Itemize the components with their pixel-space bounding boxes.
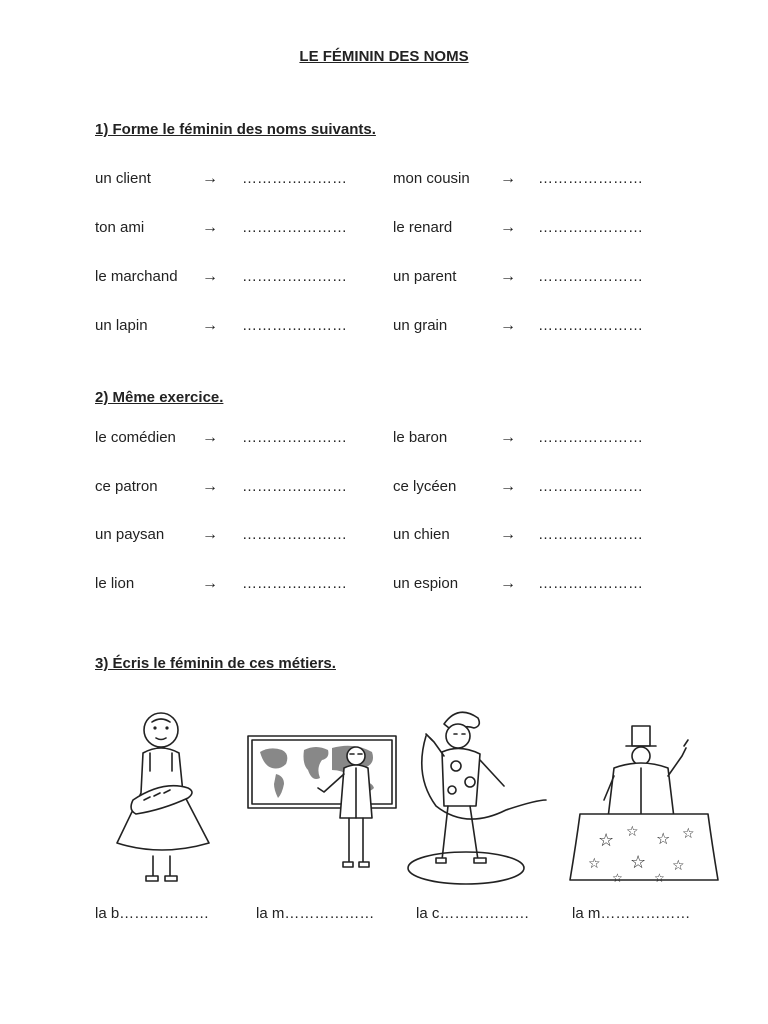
word: ton ami [95,219,145,236]
arrow-icon: → [500,526,516,543]
word: un paysan [95,526,165,543]
arrow-icon: → [202,478,218,495]
teacher-illustration [246,730,398,880]
svg-text:☆: ☆ [598,830,615,851]
word: un grain [393,317,448,334]
word: un espion [393,575,459,592]
answer-label[interactable]: la m……………… [572,905,691,922]
magician-illustration [564,720,724,890]
arrow-icon: → [500,478,516,495]
answer-blank[interactable]: ………………… [538,429,643,446]
svg-text:☆: ☆ [612,871,623,885]
word: le lion [95,575,135,592]
word: un lapin [95,317,148,334]
word: le renard [393,219,453,236]
baker-illustration [108,708,218,888]
svg-text:☆: ☆ [654,871,665,885]
arrow-icon: → [202,526,218,543]
answer-blank[interactable]: ………………… [242,526,347,543]
page-title: LE FÉMININ DES NOMS [299,48,469,65]
svg-text:☆: ☆ [588,856,601,872]
word: le marchand [95,268,178,285]
answer-blank[interactable]: ………………… [242,478,347,495]
answer-label[interactable]: la b……………… [95,905,210,922]
svg-text:☆: ☆ [682,826,695,842]
answer-blank[interactable]: ………………… [242,268,347,285]
answer-blank[interactable]: ………………… [538,526,643,543]
arrow-icon: → [202,170,218,187]
word: un parent [393,268,457,285]
answer-blank[interactable]: ………………… [538,219,643,236]
arrow-icon: → [500,170,516,187]
svg-text:☆: ☆ [630,852,647,873]
section-3-heading: 3) Écris le féminin de ces métiers. [95,655,336,672]
svg-text:☆: ☆ [626,824,639,840]
word: le comédien [95,429,176,446]
answer-blank[interactable]: ………………… [242,429,347,446]
arrow-icon: → [202,219,218,236]
answer-blank[interactable]: ………………… [538,478,643,495]
answer-blank[interactable]: ………………… [538,317,643,334]
arrow-icon: → [500,575,516,592]
answer-blank[interactable]: ………………… [242,317,347,334]
svg-text:☆: ☆ [656,829,671,848]
answer-blank[interactable]: ………………… [538,575,643,592]
section-1-heading: 1) Forme le féminin des noms suivants. [95,121,376,138]
arrow-icon: → [202,429,218,446]
word: un client [95,170,151,187]
answer-blank[interactable]: ………………… [538,170,643,187]
answer-blank[interactable]: ………………… [242,219,347,236]
word: un chien [393,526,450,543]
answer-label[interactable]: la c……………… [416,905,530,922]
answer-label[interactable]: la m……………… [256,905,375,922]
answer-blank[interactable]: ………………… [538,268,643,285]
arrow-icon: → [500,317,516,334]
word: le baron [393,429,448,446]
svg-text:☆: ☆ [672,858,685,874]
answer-blank[interactable]: ………………… [242,170,347,187]
arrow-icon: → [500,429,516,446]
arrow-icon: → [500,219,516,236]
word: mon cousin [393,170,470,187]
answer-blank[interactable]: ………………… [242,575,347,592]
arrow-icon: → [202,317,218,334]
arrow-icon: → [500,268,516,285]
arrow-icon: → [202,268,218,285]
word: ce patron [95,478,158,495]
arrow-icon: → [202,575,218,592]
singer-illustration [404,708,554,888]
section-2-heading: 2) Même exercice. [95,389,224,406]
word: ce lycéen [393,478,457,495]
